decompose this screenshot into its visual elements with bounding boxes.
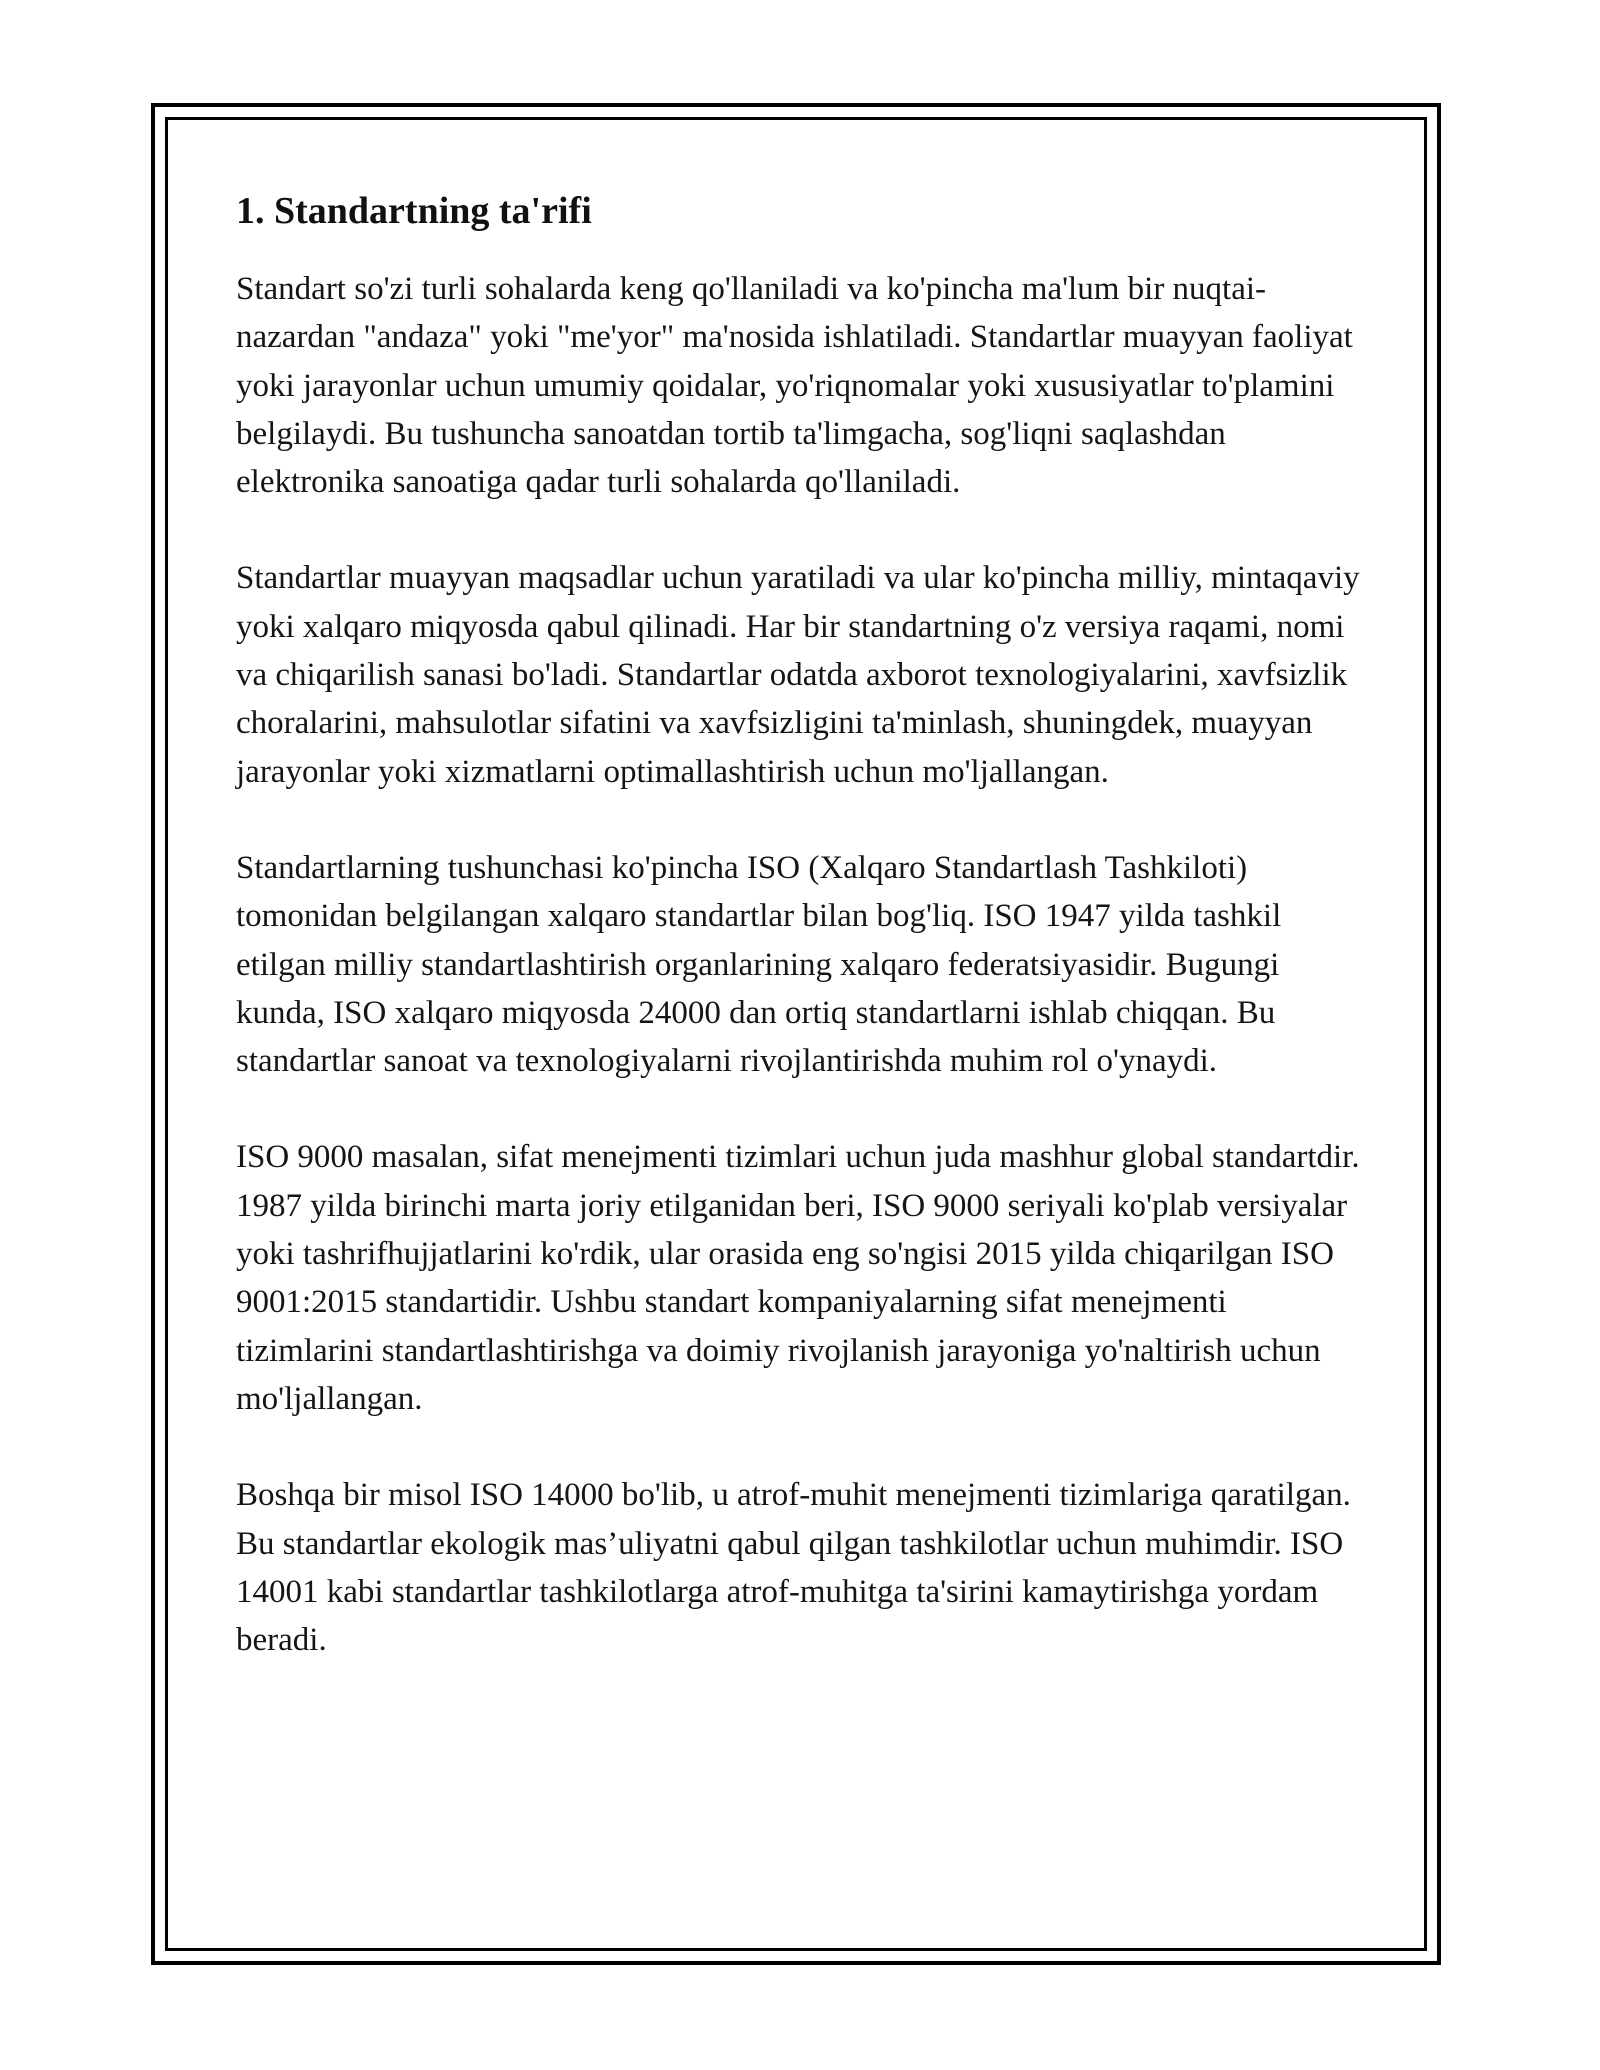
paragraph-iso: Standartlarning tushunchasi ko'pincha ISO (Xalqaro Standartlash Tashkiloti) tomonidan belgilangan xalqaro standartlar bilan bog'liq. ISO 1947 yilda tashkil etilgan milliy standartlashtirish organlarining xalqaro federatsiyasidir. Bugungi kunda, ISO xalqaro miqyosda 24000 dan ortiq standartlarni ishlab chiqqan. Bu standartlar sanoat va texnologiyalarni rivojlantirishda muhim rol o'ynaydi. <box>236 849 1282 1080</box>
paragraph-iso-9000: ISO 9000 masalan, sifat menejmenti tizimlari uchun juda mashhur global standartdir. 1987 yilda birinchi marta joriy etilganidan beri, ISO 9000 seriyali ko'plab versiyalar yoki tashrifhujjatlarini ko'rdik, ular orasida eng so'ngisi 2015 yilda chiqarilgan ISO 9001:2015 standartidir. Ushbu standart kompaniyalarning sifat menejmenti tizimlarini standartlashtirishga va doimiy rivojlanish jarayoniga yo'naltirish uchun mo'ljallangan. <box>236 1139 1360 1417</box>
paragraph-iso-14000: Boshqa bir misol ISO 14000 bo'lib, u atrof-muhit menejmenti tizimlariga qaratilgan. Bu standartlar ekologik mas’uliyatni qabul qilgan tashkilotlar uchun muhimdir. ISO 14001 kabi standartlar tashkilotlarga atrof-muhitga ta'sirini kamaytirishga yordam beradi. <box>236 1477 1351 1659</box>
paragraph-definition: Standart so'zi turli sohalarda keng qo'llaniladi va ko'pincha ma'lum bir nuqtai-nazardan "andaza" yoki "me'yor" ma'nosida ishlatiladi. Standartlar muayyan faoliyat yoki jarayonlar uchun umumiy qoidalar, yo'riqnomalar yoki xususiyatlar to'plamini belgilaydi. Bu tushuncha sanoatdan tortib ta'limgacha, sog'liqni saqlashdan elektronika sanoatiga qadar turli sohalarda qo'llaniladi. <box>236 271 1353 501</box>
document-body <box>236 185 1366 1664</box>
section-heading: 1. Standartning ta'rifi <box>236 190 592 232</box>
paragraph-purpose: Standartlar muayyan maqsadlar uchun yaratiladi va ular ko'pincha milliy, mintaqaviy yoki xalqaro miqyosda qabul qilinadi. Har bir standartning o'z versiya raqami, nomi va chiqarilish sanasi bo'ladi. Standartlar odatda axborot texnologiyalarini, xavfsizlik choralarini, mahsulotlar sifatini va xavfsizligini ta'minlash, shuningdek, muayyan jarayonlar yoki xizmatlarni optimallashtirish uchun mo'ljallangan. <box>236 560 1360 790</box>
